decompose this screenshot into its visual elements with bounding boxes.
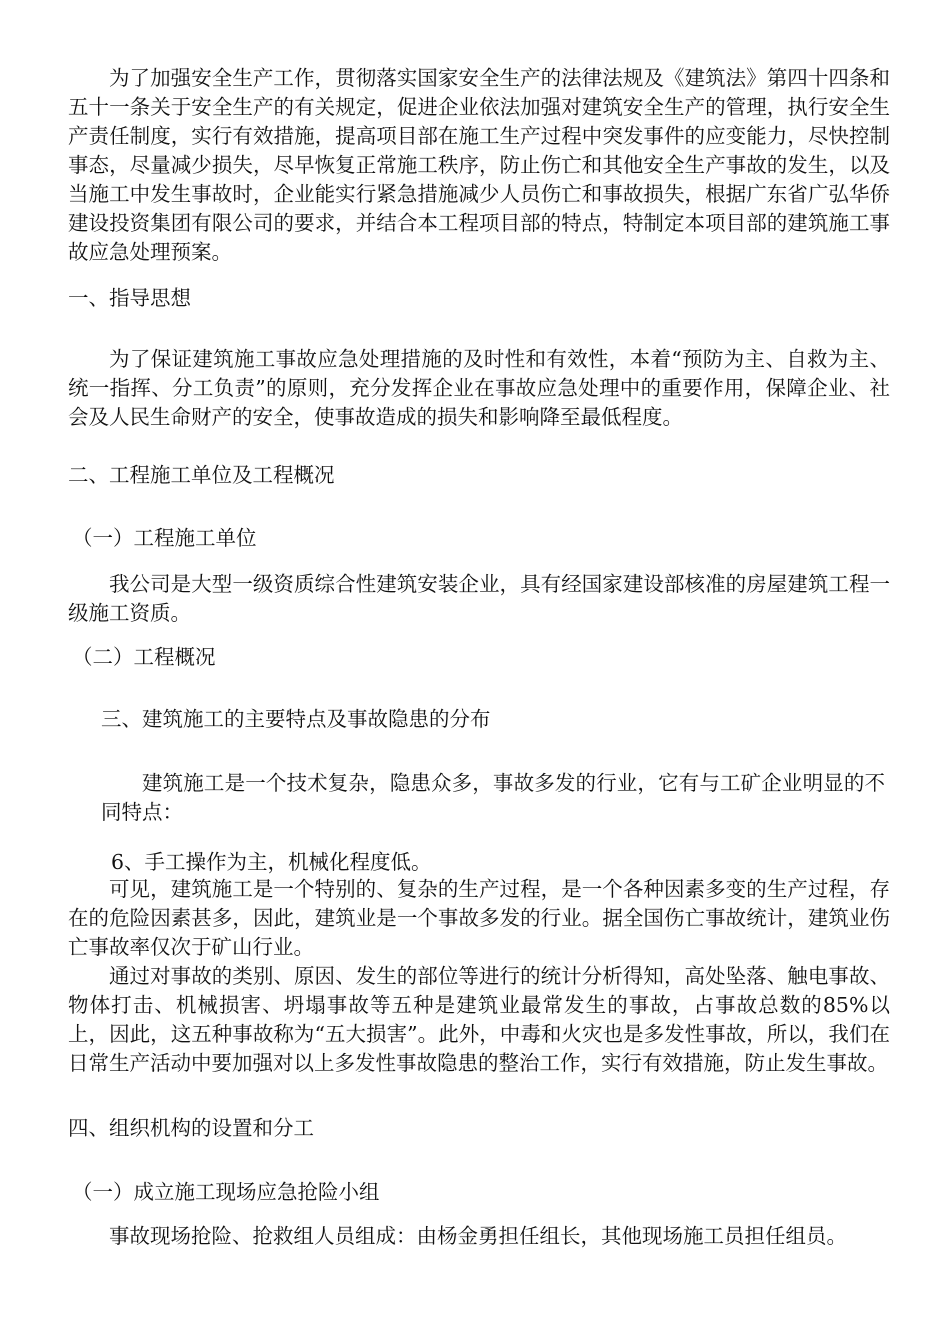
section-1-heading: 一、指导思想 bbox=[68, 286, 191, 310]
section-2-heading: 二、工程施工单位及工程概况 bbox=[68, 463, 335, 487]
section-3-paragraph-3: 通过对事故的类别、原因、发生的部位等进行的统计分析得知，高处坠落、触电事故、物体打击、机械损害、坍塌事故等五种是建筑业最常发生的事故，占事故总数的85%以上，因此，这五种事故称为“五大损害”。此外，中毒和火灾也是多发性事故，所以，我们在日常生产活动中要加强对以上多发性事故隐患的整治工作，实行有效措施，防止发生事故。 bbox=[68, 964, 890, 1075]
section-3-heading: 三、建筑施工的主要特点及事故隐患的分布 bbox=[101, 707, 491, 731]
section-2-paragraph: 我公司是大型一级资质综合性建筑安装企业，具有经国家建设部核准的房屋建筑工程一级施工资质。 bbox=[68, 572, 890, 625]
section-3-item-6: 6、手工操作为主，机械化程度低。 bbox=[111, 850, 432, 874]
section-4-paragraph: 事故现场抢险、抢救组人员组成：由杨金勇担任组长，其他现场施工员担任组员。 bbox=[109, 1224, 847, 1248]
section-2-subheading-1: （一）工程施工单位 bbox=[72, 526, 257, 550]
section-2-subheading-2: （二）工程概况 bbox=[72, 645, 216, 669]
intro-paragraph: 为了加强安全生产工作，贯彻落实国家安全生产的法律法规及《建筑法》第四十四条和五十一条关于安全生产的有关规定，促进企业依法加强对建筑安全生产的管理，执行安全生产责任制度，实行有效措施，提高项目部在施工生产过程中突发事件的应变能力，尽快控制事态，尽量减少损失，尽早恢复正常施工秩序，防止伤亡和其他安全生产事故的发生，以及当施工中发生事故时，企业能实行紧急措施减少人员伤亡和事故损失，根据广东省广弘华侨建设投资集团有限公司的要求，并结合本工程项目部的特点，特制定本项目部的建筑施工事故应急处理预案。 bbox=[68, 66, 890, 264]
section-1-paragraph: 为了保证建筑施工事故应急处理措施的及时性和有效性，本着“预防为主、自救为主、统一指挥、分工负责”的原则，充分发挥企业在事故应急处理中的重要作用，保障企业、社会及人民生命财产的安全，使事故造成的损失和影响降至最低程度。 bbox=[68, 347, 890, 429]
section-3-paragraph-2: 可见，建筑施工是一个特别的、复杂的生产过程，是一个各种因素多变的生产过程，存在的危险因素甚多，因此，建筑业是一个事故多发的行业。据全国伤亡事故统计，建筑业伤亡事故率仅次于矿山行业。 bbox=[68, 877, 890, 959]
section-4-heading: 四、组织机构的设置和分工 bbox=[68, 1116, 314, 1140]
section-3-paragraph-1: 建筑施工是一个技术复杂，隐患众多，事故多发的行业，它有与工矿企业明显的不同特点： bbox=[101, 771, 885, 824]
section-4-subheading-1: （一）成立施工现场应急抢险小组 bbox=[72, 1180, 380, 1204]
